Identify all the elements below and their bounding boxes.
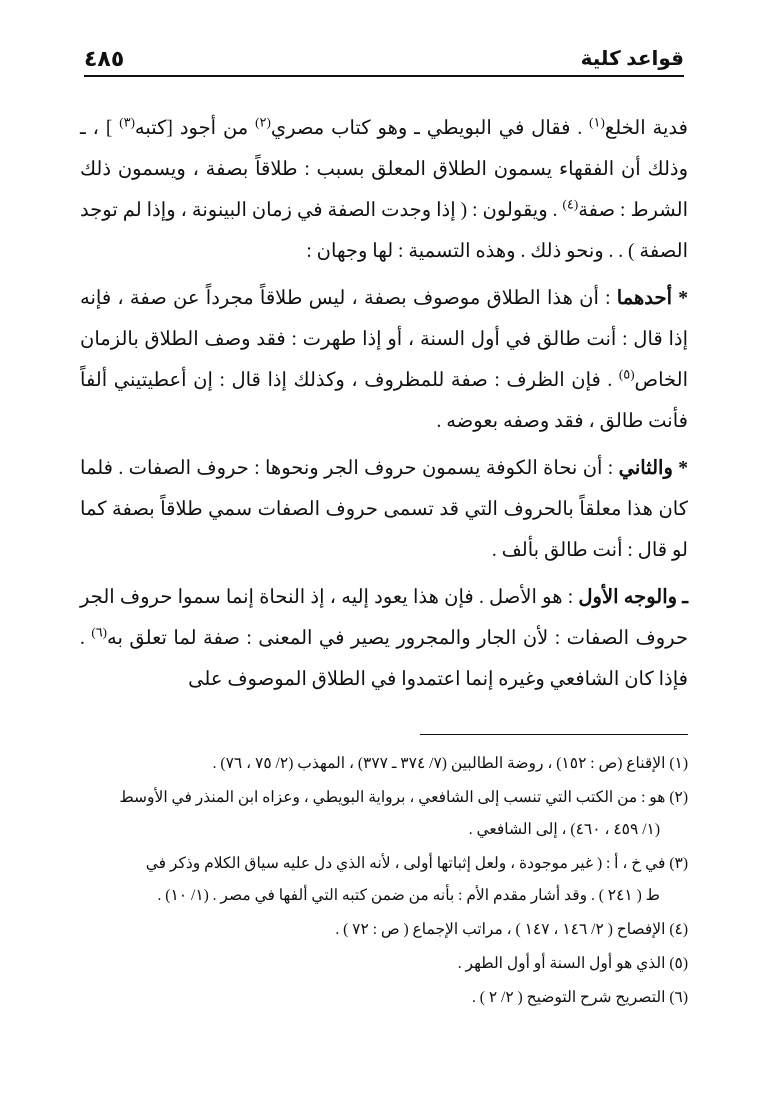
footnote: (٤) الإفصاح ( ٢/ ١٤٦ ، ١٤٧ ) ، مراتب الإجماع ( ص : ٧٢ ) .	[335, 921, 688, 938]
footnote-marker: (٢)	[255, 114, 271, 130]
paragraph-lead: * والثاني	[618, 458, 688, 479]
paragraph-4: ـ والوجه الأول : هو الأصل . فإن هذا يعود إليه ، إذ النحاة إنما سموا حروف الجر حروف الصفات : لأن الجار والمجرور يصير في المعنى : صفة لما تعلق به$^{(٦)}$ . فإذا كان الشافعي وغيره إنما اعتمدوا في الطلاق الموصوف على	[80, 587, 688, 690]
footnote: (٥) الذي هو أول السنة أو أول الطهر .	[457, 955, 688, 972]
paragraph-2: * أحدهما : أن هذا الطلاق موصوف بصفة ، ليس طلاقاً مجرداً عن صفة ، فإنه إذا قال : أنت طالق في أول السنة ، أو إذا طهرت : فقد وصف الطلاق بالزمان الخاص$^{(٥)}$ . فإن الظرف : صفة للمظروف ، وكذلك إذا قال : إن أعطيتيني ألفاً فأنت طالق ، فقد وصفه بعوضه .	[80, 288, 688, 432]
main-text	[80, 108, 688, 700]
running-title: قواعد كلية	[580, 48, 684, 70]
page-header	[84, 44, 684, 76]
footnote-marker: (٣)	[119, 114, 135, 130]
footnote: (٣) في خ ، أ : ( غير موجودة ، ولعل إثباتها أولى ، لأنه الذي دل عليه سياق الكلام وذكر في ط ( ٢٤١ ) . وقد أشار مقدم الأم : بأنه من ضمن كتبه التي ألفها في مصر . (١/ ١٠) .	[145, 855, 688, 904]
page-number: ٤٨٥	[84, 46, 125, 71]
header-rule	[84, 75, 684, 77]
paragraph-1: فدية الخلع$^{(١)}$ . فقال في البويطي ـ وهو كتاب مصري$^{(٢)}$ من أجود [كتبه$^{(٣)}$ ] ، ـ وذلك أن الفقهاء يسمون الطلاق المعلق بسبب : طلاقاً بصفة ، ويسمون ذلك الشرط : صفة$^{(٤)}$ . ويقولون : ( إذا وجدت الصفة في زمان البينونة ، وإذا لم توجد الصفة ) . . ونحو ذلك . وهذه التسمية : لها وجهان :	[80, 114, 689, 262]
paragraph-3: * والثاني : أن نحاة الكوفة يسمون حروف الجر ونحوها : حروف الصفات . فلما كان هذا معلقاً بالحروف التي قد تسمى حروف الصفات سمي طلاقاً بصفة كما لو قال : أنت طالق بألف .	[80, 458, 688, 561]
footnote-separator	[420, 734, 688, 735]
footnote-marker: (١)	[589, 114, 605, 130]
paragraph-lead: * أحدهما	[616, 288, 688, 309]
footnote: (٢) هو : من الكتب التي تنسب إلى الشافعي ، برواية البويطي ، وعزاه ابن المنذر في الأوسط (١/ ٤٥٩ ، ٤٦٠) ، إلى الشافعي .	[119, 789, 688, 838]
paragraph-lead: ـ والوجه الأول	[578, 587, 688, 608]
footnote-marker: (٦)	[91, 624, 108, 640]
footnote: (٦) التصريح شرح التوضيح ( ٢/ ٢ ) .	[472, 989, 688, 1006]
footnote: (١) الإقناع (ص : ١٥٢) ، روضة الطالبين (٧/ ٣٧٤ ـ ٣٧٧) ، المهذب (٢/ ٧٥ ، ٧٦) .	[212, 755, 688, 772]
footnote-marker: (٤)	[562, 196, 579, 212]
footnotes	[78, 748, 688, 1016]
footnote-marker: (٥)	[618, 366, 635, 382]
